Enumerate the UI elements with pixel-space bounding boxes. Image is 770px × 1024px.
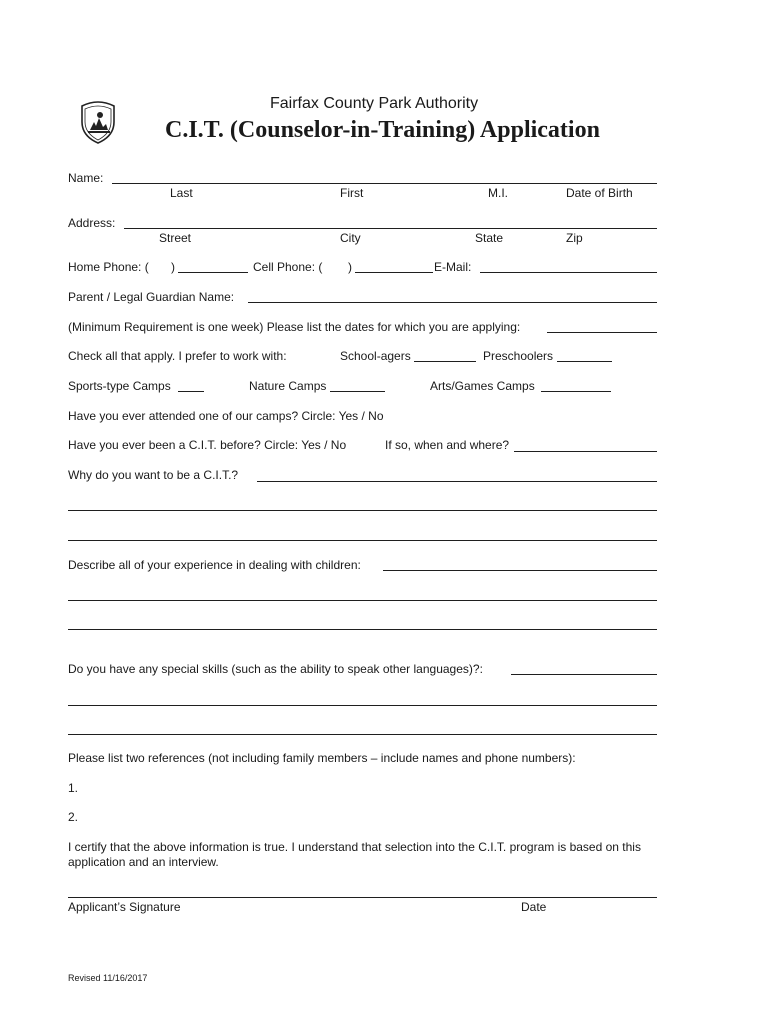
email-field[interactable] — [480, 272, 657, 273]
name-mi-caption: M.I. — [488, 186, 508, 200]
name-field[interactable] — [112, 183, 657, 184]
address-city-caption: City — [340, 231, 361, 245]
preschoolers-field[interactable] — [557, 361, 612, 362]
reference-1-label: 1. — [68, 781, 79, 795]
school-agers-field[interactable] — [414, 361, 476, 362]
certify-line-2: application and an interview. — [68, 855, 219, 869]
address-zip-caption: Zip — [566, 231, 583, 245]
home-phone-field[interactable] — [178, 272, 248, 273]
address-field[interactable] — [124, 228, 657, 229]
experience-answer-line[interactable] — [68, 600, 657, 601]
experience-field[interactable] — [383, 570, 657, 571]
attended-question: Have you ever attended one of our camps? Circle: Yes / No — [68, 409, 384, 423]
experience-question: Describe all of your experience in dealing with children: — [68, 558, 361, 572]
cell-phone-field[interactable] — [355, 272, 433, 273]
why-answer-line[interactable] — [68, 540, 657, 541]
signature-date-caption: Date — [521, 900, 547, 914]
sports-camps-field[interactable] — [178, 391, 204, 392]
preferences-label: Check all that apply. I prefer to work with: — [68, 349, 287, 363]
experience-answer-line[interactable] — [68, 629, 657, 630]
dates-field[interactable] — [547, 332, 657, 333]
park-authority-logo — [78, 100, 118, 144]
why-question: Why do you want to be a C.I.T.? — [68, 468, 239, 482]
revision-note: Revised 11/16/2017 — [68, 973, 148, 983]
references-label: Please list two references (not including family members – include names and phone numbers): — [68, 751, 576, 765]
signature-line[interactable] — [68, 897, 657, 898]
arts-camps-field[interactable] — [541, 391, 611, 392]
cit-before-question: Have you ever been a C.I.T. before? Circle: Yes / No — [68, 438, 347, 452]
skills-question: Do you have any special skills (such as the ability to speak other languages)?: — [68, 662, 483, 676]
reference-2-label: 2. — [68, 810, 79, 824]
skills-field[interactable] — [511, 674, 657, 675]
address-street-caption: Street — [159, 231, 192, 245]
guardian-field[interactable] — [248, 302, 657, 303]
name-last-caption: Last — [170, 186, 193, 200]
nature-camps-field[interactable] — [330, 391, 385, 392]
skills-answer-line[interactable] — [68, 705, 657, 706]
school-agers-label: School-agers — [340, 349, 411, 363]
certify-line-1: I certify that the above information is true. I understand that selection into the C.I.T. program is based on this — [68, 840, 641, 854]
name-first-caption: First — [340, 186, 364, 200]
cit-before-where-label: If so, when and where? — [385, 438, 510, 452]
dates-label: (Minimum Requirement is one week) Please list the dates for which you are applying: — [68, 320, 521, 334]
cell-phone-paren: ) — [348, 260, 352, 274]
applicant-signature-caption: Applicant’s Signature — [68, 900, 181, 914]
address-state-caption: State — [475, 231, 504, 245]
nature-camps-label: Nature Camps — [249, 379, 327, 393]
name-label: Name: — [68, 171, 104, 185]
email-label: E-Mail: — [434, 260, 472, 274]
arts-camps-label: Arts/Games Camps — [430, 379, 535, 393]
organization-name: Fairfax County Park Authority — [270, 95, 479, 112]
why-answer-line[interactable] — [68, 510, 657, 511]
sports-camps-label: Sports-type Camps — [68, 379, 171, 393]
address-label: Address: — [68, 216, 116, 230]
why-field[interactable] — [257, 481, 657, 482]
home-phone-label: Home Phone: ( — [68, 260, 149, 274]
guardian-label: Parent / Legal Guardian Name: — [68, 290, 235, 304]
home-phone-paren: ) — [171, 260, 175, 274]
preschoolers-label: Preschoolers — [483, 349, 554, 363]
cell-phone-label: Cell Phone: ( — [253, 260, 323, 274]
name-dob-caption: Date of Birth — [566, 186, 633, 200]
page-title: C.I.T. (Counselor-in-Training) Application — [165, 117, 600, 143]
cit-before-where-field[interactable] — [514, 451, 657, 452]
skills-answer-line[interactable] — [68, 734, 657, 735]
